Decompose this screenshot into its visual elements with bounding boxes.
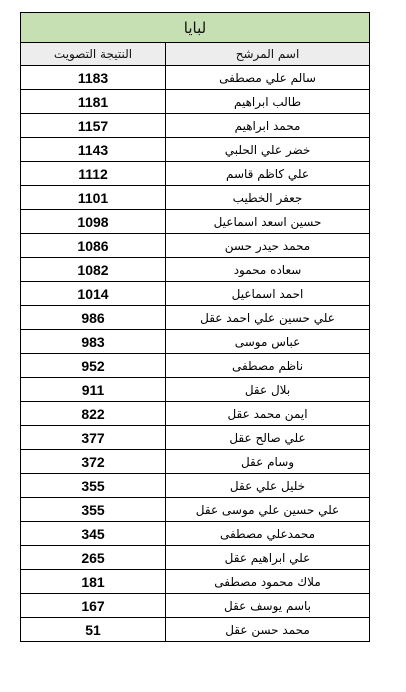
candidate-name-cell: خليل علي عقل <box>166 474 370 498</box>
table-row <box>21 354 370 378</box>
table-row <box>21 186 370 210</box>
table-row <box>21 162 370 186</box>
vote-count-cell: 1082 <box>21 258 166 282</box>
vote-count-cell: 986 <box>21 306 166 330</box>
vote-count-cell: 265 <box>21 546 166 570</box>
vote-count-cell: 1112 <box>21 162 166 186</box>
vote-count-cell: 51 <box>21 618 166 642</box>
candidate-name-cell: عباس موسى <box>166 330 370 354</box>
table-row <box>21 138 370 162</box>
vote-count-cell: 1098 <box>21 210 166 234</box>
candidate-name-column-header: اسم المرشح <box>166 43 370 66</box>
table-row <box>21 234 370 258</box>
table-row <box>21 378 370 402</box>
vote-count-cell: 1101 <box>21 186 166 210</box>
vote-count-cell: 355 <box>21 474 166 498</box>
vote-count-cell: 822 <box>21 402 166 426</box>
table-row <box>21 114 370 138</box>
vote-count-cell: 1183 <box>21 66 166 90</box>
vote-count-cell: 345 <box>21 522 166 546</box>
vote-count-cell: 377 <box>21 426 166 450</box>
table-row <box>21 402 370 426</box>
table-row <box>21 498 370 522</box>
vote-count-cell: 911 <box>21 378 166 402</box>
candidate-name-cell: علي ابراهيم عقل <box>166 546 370 570</box>
table-row <box>21 306 370 330</box>
table-row <box>21 450 370 474</box>
table-row <box>21 258 370 282</box>
candidate-name-cell: علي حسين علي موسى عقل <box>166 498 370 522</box>
table-title: لبايا <box>21 13 370 43</box>
candidate-name-cell: باسم يوسف عقل <box>166 594 370 618</box>
candidate-name-cell: محمدعلي مصطفى <box>166 522 370 546</box>
candidate-name-cell: احمد اسماعيل <box>166 282 370 306</box>
candidate-name-cell: محمد حسن عقل <box>166 618 370 642</box>
table-row <box>21 210 370 234</box>
votes-column-header: النتيجة التصويت <box>21 43 166 66</box>
table-row <box>21 330 370 354</box>
table-row <box>21 522 370 546</box>
title-row <box>21 13 370 43</box>
table-row <box>21 474 370 498</box>
vote-count-cell: 1143 <box>21 138 166 162</box>
candidate-name-cell: سعاده محمود <box>166 258 370 282</box>
candidate-name-cell: ايمن محمد عقل <box>166 402 370 426</box>
results-table <box>20 12 370 642</box>
candidate-name-cell: حسين اسعد اسماعيل <box>166 210 370 234</box>
table-row <box>21 594 370 618</box>
candidate-name-cell: علي حسين علي احمد عقل <box>166 306 370 330</box>
candidate-name-cell: خضر علي الحلبي <box>166 138 370 162</box>
candidate-name-cell: محمد ابراهيم <box>166 114 370 138</box>
table-row <box>21 426 370 450</box>
table-row <box>21 618 370 642</box>
candidate-name-cell: علي صالح عقل <box>166 426 370 450</box>
vote-count-cell: 372 <box>21 450 166 474</box>
candidate-name-cell: محمد حيدر حسن <box>166 234 370 258</box>
table-row <box>21 570 370 594</box>
vote-count-cell: 983 <box>21 330 166 354</box>
vote-count-cell: 355 <box>21 498 166 522</box>
candidate-name-cell: وسام عقل <box>166 450 370 474</box>
vote-count-cell: 1086 <box>21 234 166 258</box>
candidate-name-cell: بلال عقل <box>166 378 370 402</box>
vote-count-cell: 1157 <box>21 114 166 138</box>
table-row <box>21 66 370 90</box>
vote-count-cell: 952 <box>21 354 166 378</box>
candidate-name-cell: جعفر الخطيب <box>166 186 370 210</box>
vote-count-cell: 1014 <box>21 282 166 306</box>
candidate-name-cell: ناظم مصطفى <box>166 354 370 378</box>
table-row <box>21 90 370 114</box>
vote-count-cell: 167 <box>21 594 166 618</box>
candidate-name-cell: طالب ابراهيم <box>166 90 370 114</box>
table-row <box>21 282 370 306</box>
candidate-name-cell: سالم علي مصطفى <box>166 66 370 90</box>
table-row <box>21 546 370 570</box>
candidate-name-cell: علي كاظم قاسم <box>166 162 370 186</box>
vote-count-cell: 181 <box>21 570 166 594</box>
vote-count-cell: 1181 <box>21 90 166 114</box>
candidate-name-cell: ملاك محمود مصطفى <box>166 570 370 594</box>
header-row <box>21 43 370 66</box>
